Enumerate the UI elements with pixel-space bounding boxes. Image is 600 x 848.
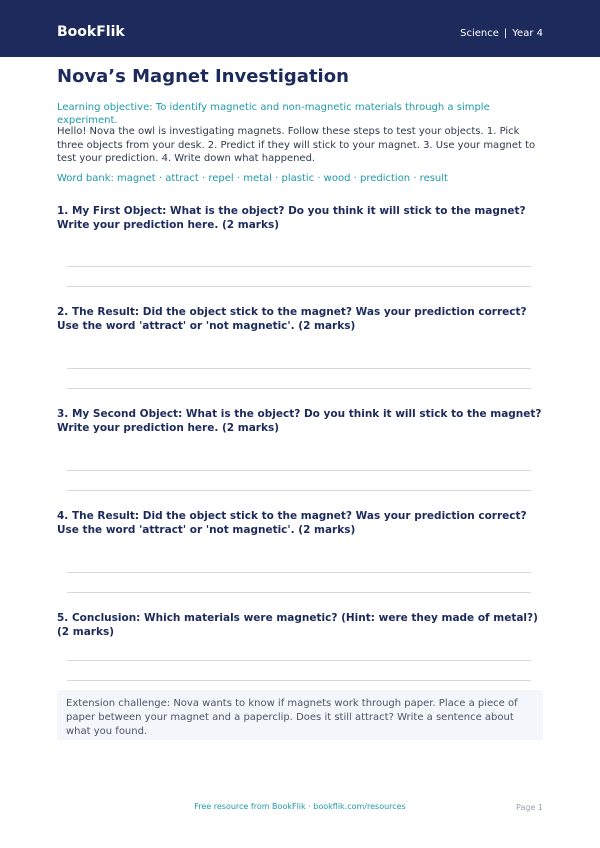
answer-line[interactable] bbox=[67, 680, 531, 681]
question-1: 1. My First Object: What is the object? Do you think it will stick to the magnet? Write your prediction here. (2 marks) bbox=[57, 205, 526, 231]
question-4: 4. The Result: Did the object stick to the magnet? Was your prediction correct? Use the word 'attract' or 'not magnetic'. (2 marks) bbox=[57, 510, 527, 536]
answer-line[interactable] bbox=[67, 286, 531, 287]
page-number: Page 1 bbox=[516, 803, 543, 812]
answer-line[interactable] bbox=[67, 572, 531, 573]
question-5: 5. Conclusion: Which materials were magnetic? (Hint: were they made of metal?) (2 marks) bbox=[57, 612, 538, 638]
word-bank: Word bank: magnet · attract · repel · metal · plastic · wood · prediction · result bbox=[57, 173, 448, 184]
brand-logo[interactable]: BookFlik bbox=[57, 24, 125, 40]
page-title: Nova’s Magnet Investigation bbox=[57, 66, 349, 87]
separator: | bbox=[503, 28, 508, 39]
footer-text[interactable]: Free resource from BookFlik · bookflik.com/resources bbox=[194, 802, 406, 811]
extension-challenge-box bbox=[57, 690, 543, 740]
answer-line[interactable] bbox=[67, 660, 531, 661]
answer-line[interactable] bbox=[67, 266, 531, 267]
answer-line[interactable] bbox=[67, 490, 531, 491]
header-bar bbox=[0, 0, 600, 57]
answer-line[interactable] bbox=[67, 592, 531, 593]
grade-label: Year 4 bbox=[512, 28, 543, 39]
answer-line[interactable] bbox=[67, 470, 531, 471]
extension-challenge-text: Extension challenge: Nova wants to know if magnets work through paper. Place a piece of paper between your magnet and a paperclip. Does it still attract? Write a sentence about what you found. bbox=[66, 698, 518, 737]
answer-line[interactable] bbox=[67, 368, 531, 369]
question-2: 2. The Result: Did the object stick to the magnet? Was your prediction correct? Use the word 'attract' or 'not magnetic'. (2 marks) bbox=[57, 306, 527, 332]
learning-objective: Learning objective: To identify magnetic and non-magnetic materials through a simple experiment. bbox=[57, 102, 490, 126]
intro-text: Hello! Nova the owl is investigating magnets. Follow these steps to test your objects. 1. Pick three objects from your desk. 2. Predict if they will stick to your magnet. 3. Use your magnet to test your prediction. 4. Write down what happened. bbox=[57, 126, 536, 165]
subject-grade bbox=[460, 28, 543, 40]
subject-label: Science bbox=[460, 28, 499, 39]
question-3: 3. My Second Object: What is the object? Do you think it will stick to the magnet? Write your prediction here. (2 marks) bbox=[57, 408, 542, 434]
answer-line[interactable] bbox=[67, 388, 531, 389]
